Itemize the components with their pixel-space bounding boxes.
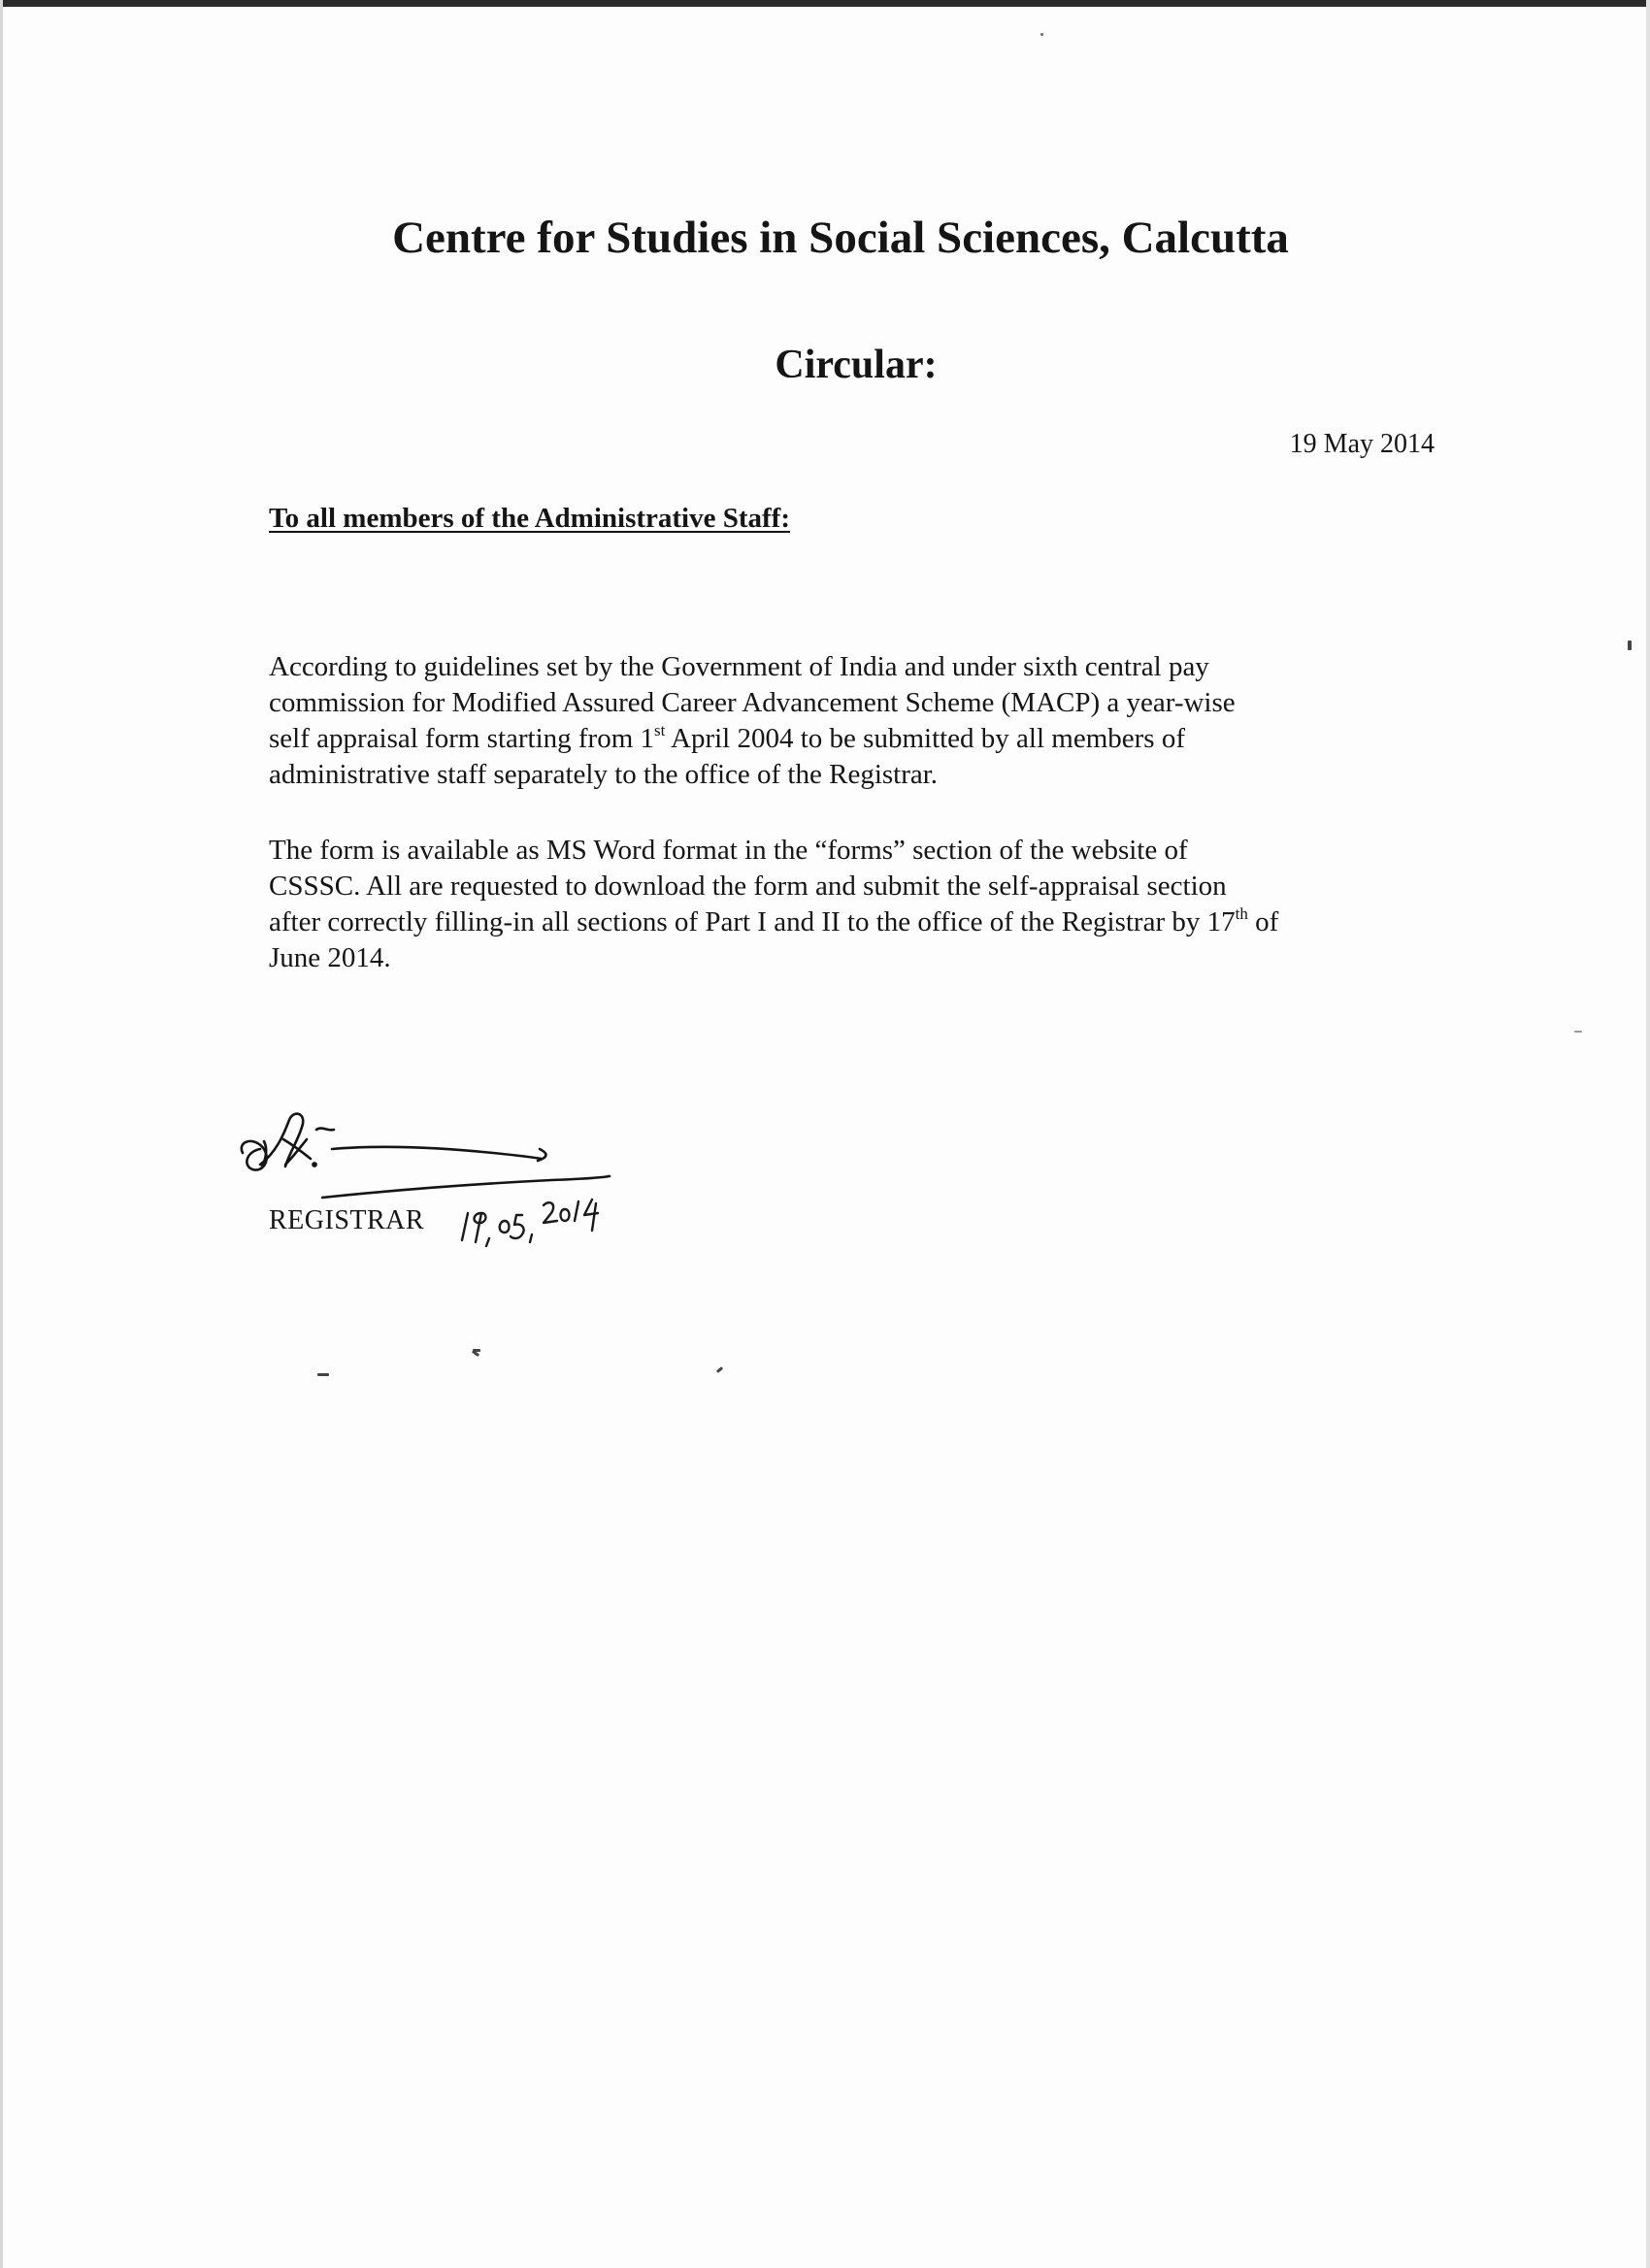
handwritten-date [456, 1192, 636, 1250]
paragraph-line: The form is available as MS Word format in the “forms” section of the website of [269, 835, 1188, 866]
scan-speck [473, 1349, 480, 1352]
paragraph-text: after correctly filling-in all sections of Part I and II to the office of the Registrar by 17 [269, 906, 1236, 937]
scan-speck [716, 1366, 723, 1373]
ordinal-suffix: st [654, 721, 666, 740]
paragraph-instructions [269, 833, 1463, 976]
paragraph-text: of [1247, 906, 1279, 937]
paragraph-line: administrative staff separately to the office of the Registrar. [269, 759, 939, 790]
paragraph-line [269, 904, 1463, 940]
scan-edge-right [1646, 0, 1650, 2268]
scan-speck [1040, 33, 1043, 36]
scan-speck [317, 1373, 329, 1376]
institution-heading: Centre for Studies in Social Sciences, Calcutta [392, 213, 1289, 263]
paragraph-text: self appraisal form starting from 1 [269, 723, 655, 754]
paragraph-line: According to guidelines set by the Government of India and under sixth central pay [269, 651, 1209, 682]
paragraph-line: commission for Modified Assured Career Advancement Scheme (MACP) a year-wise [269, 687, 1236, 718]
registrar-label: REGISTRAR [269, 1205, 425, 1235]
scan-edge-top [0, 0, 1650, 7]
circular-title: Circular: [775, 343, 938, 387]
paragraph-line: CSSSC. All are requested to download the form and submit the self-appraisal section [269, 871, 1227, 902]
ordinal-suffix: th [1235, 904, 1248, 923]
scan-speck [1574, 1031, 1582, 1033]
scan-edge-left [0, 0, 3, 2268]
circular-date: 19 May 2014 [1289, 429, 1435, 459]
paragraph-line [269, 721, 1463, 757]
addressee-line: To all members of the Administrative Staff: [269, 503, 790, 534]
paragraph-guidelines [269, 649, 1463, 793]
paragraph-line: June 2014. [269, 942, 391, 973]
scan-speck [1628, 641, 1632, 650]
paragraph-text: April 2004 to be submitted by all members of [665, 723, 1185, 754]
